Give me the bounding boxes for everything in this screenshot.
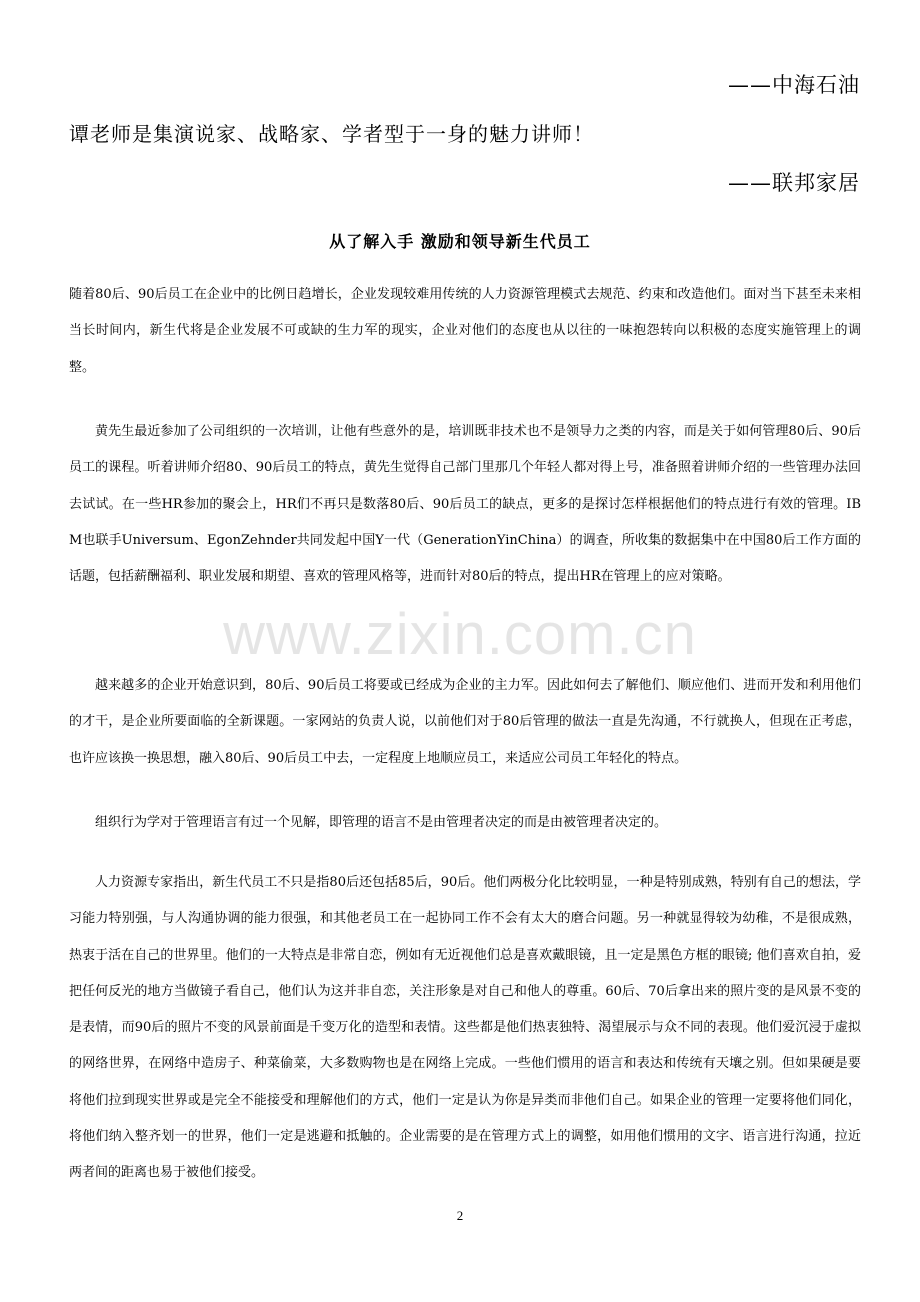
body-paragraph-4: 组织行为学对于管理语言有过一个见解，即管理的语言不是由管理者决定的而是由被管理者决定的。 bbox=[95, 815, 668, 830]
page-number: 2 bbox=[456, 1208, 464, 1223]
body-paragraph-1: 随着80后、90后员工在企业中的比例日趋增长，企业发现较难用传统的人力资源管理模式去规范、约束和改造他们。面对当下甚至未来相当长时间内，新生代将是企业发展不可或缺的生力军的现实，企业对他们的态度也从以往的一味抱怨转向以积极的态度实施管理上的调整。 bbox=[69, 287, 861, 375]
attribution-lianbang: ——联邦家居 bbox=[728, 171, 860, 195]
article-title: 从了解入手 激励和领导新生代员工 bbox=[329, 232, 591, 251]
testimonial-quote: 谭老师是集演说家、战略家、学者型于一身的魅力讲师！ bbox=[69, 122, 594, 146]
body-paragraph-2: 黄先生最近参加了公司组织的一次培训，让他有些意外的是，培训既非技术也不是领导力之类的内容，而是关于如何管理80后、90后员工的课程。听着讲师介绍80、90后员工的特点，黄先生觉得自己部门里那几个年轻人都对得上号，准备照着讲师介绍的一些管理办法回去试试。在一些HR参加的聚会上，HR们不再只是数落80后、90后员工的缺点，更多的是探讨怎样根据他们的特点进行有效的管理。IBM也联手Universum、EgonZehnder共同发起中国Y一代（GenerationYinChina）的调查，所收集的数据集中在中国80后工作方面的话题，包括薪酬福利、职业发展和期望、喜欢的管理风格等，进而针对80后的特点，提出HR在管理上的应对策略。 bbox=[69, 424, 861, 585]
site-watermark: www.zixin.com.cn bbox=[223, 602, 697, 667]
body-paragraph-3: 越来越多的企业开始意识到，80后、90后员工将要或已经成为企业的主力军。因此如何去了解他们、顺应他们、进而开发和利用他们的才干，是企业所要面临的全新课题。一家网站的负责人说，以前他们对于80后管理的做法一直是先沟通，不行就换人，但现在正考虑，也许应该换一换思想，融入80后、90后员工中去，一定程度上地顺应员工，来适应公司员工年轻化的特点。 bbox=[69, 678, 861, 766]
attribution-zhonghai: ——中海石油 bbox=[728, 73, 860, 97]
body-paragraph-5: 人力资源专家指出，新生代员工不只是指80后还包括85后，90后。他们两极分化比较明显，一种是特别成熟，特别有自己的想法，学习能力特别强，与人沟通协调的能力很强，和其他老员工在一起协同工作不会有太大的磨合问题。另一种就显得较为幼稚，不是很成熟，热衷于活在自己的世界里。他们的一大特点是非常自恋，例如有无近视他们总是喜欢戴眼镜，且一定是黑色方框的眼镜; 他们喜欢自拍，爱把任何反光的地方当做镜子看自己，他们认为这并非自恋，关注形象是对自己和他人的尊重。60后、70后拿出来的照片变的是风景不变的是表情，而90后的照片不变的风景前面是千变万化的造型和表情。这些都是他们热衷独特、渴望展示与众不同的表现。他们爱沉浸于虚拟的网络世界，在网络中造房子、种菜偷菜，大多数购物也是在网络上完成。一些他们惯用的语言和表达和传统有天壤之别。但如果硬是要将他们拉到现实世界或是完全不能接受和理解他们的方式，他们一定是认为你是异类而非他们自己。如果企业的管理一定要将他们同化，将他们纳入整齐划一的世界，他们一定是逃避和抵触的。企业需要的是在管理方式上的调整，如用他们惯用的文字、语言进行沟通，拉近两者间的距离也易于被他们接受。 bbox=[69, 875, 861, 1181]
